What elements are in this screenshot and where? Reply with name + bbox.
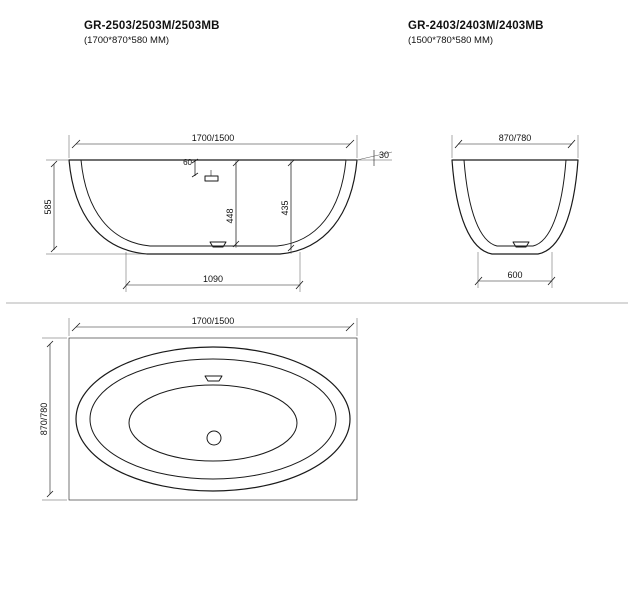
dim-overflow-offset: 60	[183, 158, 192, 167]
dim-plan-width: 870/780	[39, 402, 49, 436]
model-title-right: GR-2403/2403M/2403MB	[408, 20, 544, 32]
dim-base-width-front: 1090	[202, 274, 224, 284]
dim-inner-depth-b: 435	[280, 200, 290, 216]
plan-bounding-box	[69, 338, 357, 500]
tub-plan-outer	[76, 347, 350, 491]
drain-icon	[207, 431, 221, 445]
tub-front-inner-profile	[81, 160, 346, 246]
plan-view	[39, 316, 357, 500]
overflow-fitting	[205, 176, 218, 181]
dim-overall-width-front: 1700/1500	[191, 133, 235, 143]
dim-rim-thickness: 30	[379, 150, 390, 160]
model-dims-right: (1500*780*580 MM)	[408, 35, 494, 46]
side-elevation-view	[452, 133, 578, 288]
dim-plan-length: 1700/1500	[191, 316, 235, 326]
tub-side-inner-profile	[464, 160, 566, 246]
tub-plan-basin	[129, 385, 297, 461]
dim-overall-width-side: 870/780	[498, 133, 532, 143]
front-elevation-view	[43, 133, 392, 292]
dim-height-front: 585	[43, 199, 53, 215]
model-title-left: GR-2503/2503M/2503MB	[84, 20, 220, 32]
tub-front-outer-profile	[69, 160, 357, 254]
model-dims-left: (1700*870*580 MM)	[84, 35, 170, 46]
dim-base-width-side: 600	[507, 270, 523, 280]
dim-inner-depth-a: 448	[225, 208, 235, 224]
overflow-slot-plan	[205, 376, 222, 381]
